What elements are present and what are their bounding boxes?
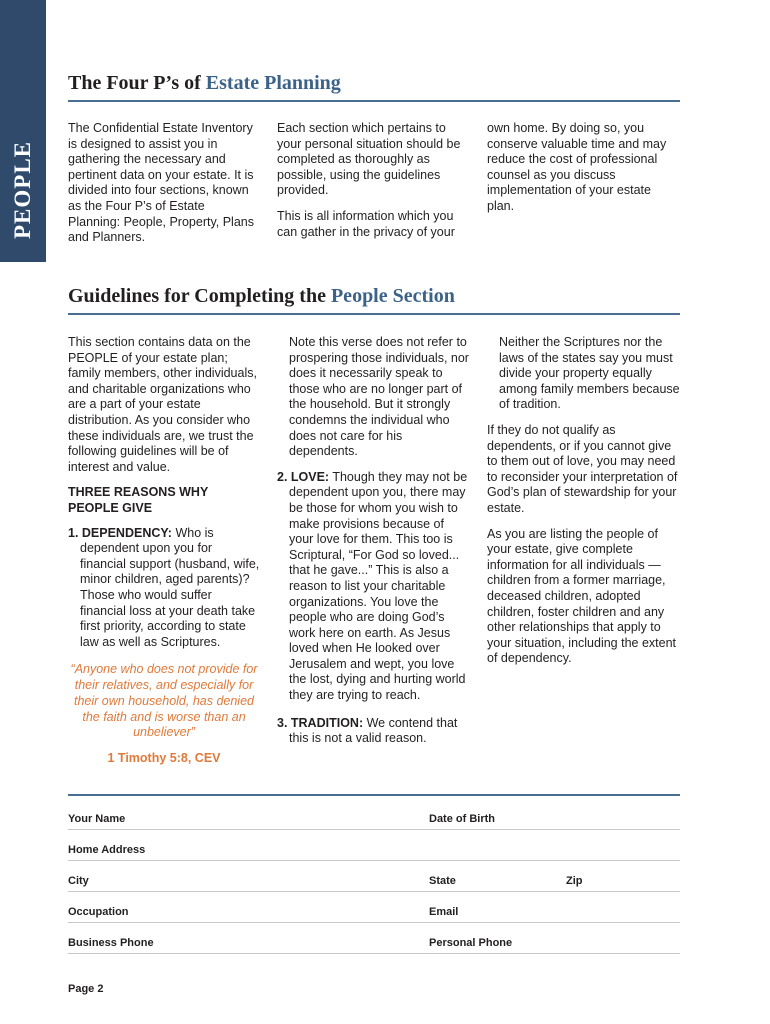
side-tab-label-wrap [0, 0, 46, 262]
scripture-reference: 1 Timothy 5:8, CEV [107, 751, 221, 766]
guidelines-column-3 [487, 335, 680, 677]
guidelines-column-1 [68, 335, 260, 777]
reason-label: 3. TRADITION: [277, 715, 364, 730]
form-top-rule [68, 794, 680, 796]
reason-dependency [68, 526, 260, 651]
reasons-heading: THREE REASONS WHY PEOPLE GIVE [68, 485, 209, 515]
guidelines-intro: This section contains data on the PEOPLE of your estate plan; family members, other individuals, and charitable organizations who are a part of your estate distribution. As you consider who these individuals are, we trust the following guidelines will be of interest and value. [68, 335, 257, 474]
reason-label: 2. LOVE: [277, 469, 330, 484]
zip-label: Zip [566, 875, 583, 887]
scripture-quote: “Anyone who does not provide for their relatives, and especially for their own household, has denied the faith and is worse than an unbeliever” [70, 662, 258, 740]
reason-text: Though they may not be dependent upon you, there may be those for whom you wish to make provisions because of your love for them. This too is Scriptural, “For God so loved... that he gave...” This is also a reason to list your charitable organizations. You love the people who are doing God’s work here on earth. As Jesus loved when He looked over Jerusalem and wept, you love the lost, dying and hurting world they are trying to reach. [289, 469, 468, 703]
occupation-label: Occupation [68, 906, 129, 918]
phone-field[interactable] [68, 953, 680, 954]
title-rule [68, 100, 680, 102]
intro-column-1 [68, 121, 256, 256]
home-address-field[interactable] [68, 860, 680, 861]
intro-paragraph: own home. By doing so, you conserve valuable time and may reduce the cost of professional counsel as you discuss implementation of your estate plan. [487, 121, 667, 213]
tradition-note: Neither the Scriptures nor the laws of the states say you must divide your property equally among family members because of tradition. [499, 335, 680, 412]
intro-column-2 [277, 121, 467, 250]
city-state-zip-field[interactable] [68, 891, 680, 892]
occupation-email-field[interactable] [68, 922, 680, 923]
intro-paragraph: This is all information which you can gather in the privacy of your [277, 208, 455, 239]
listing-paragraph: As you are listing the people of your estate, give complete information for all individuals — children from a former marriage, deceased children, adopted children, foster children and any other relationships that apply to your situation, including the extent of dependency. [487, 526, 677, 666]
city-label: City [68, 875, 89, 887]
section-title-guidelines [68, 285, 455, 308]
title-part2: Estate Planning [205, 72, 341, 94]
title-rule [68, 313, 680, 315]
intro-column-3 [487, 121, 679, 225]
your-name-label: Your Name [68, 813, 126, 825]
date-of-birth-label: Date of Birth [429, 813, 495, 825]
intro-paragraph: The Confidential Estate Inventory is designed to assist you in gathering the necessary and pertinent data on your estate. It is divided into four sections, known as the Four P’s of Estate Planning: People, Property, Plans and Planners. [68, 121, 254, 245]
guidelines-column-2 [277, 335, 469, 759]
intro-paragraph: Each section which pertains to your personal situation should be completed as thoroughly as possible, using the guidelines provided. [277, 121, 461, 198]
your-name-field[interactable] [68, 829, 680, 830]
reason-text: We contend that this is not a valid reason. [289, 715, 458, 746]
side-tab-label: PEOPLE [10, 140, 35, 240]
title-part1: Guidelines for Completing the [68, 285, 331, 307]
title-part2: People Section [330, 285, 455, 307]
reason-text: Who is dependent upon you for financial support (husband, wife, minor children, aged parents)? Those who would suffer financial loss at your death take first priority, according to state law as well as Scriptures. [80, 525, 260, 649]
verse-note: Note this verse does not refer to prospering those individuals, nor does it necessarily speak to those who are no longer part of the household. But it strongly condemns the individual who does not care for his dependents. [289, 335, 469, 459]
email-label: Email [429, 906, 459, 918]
reconsider-paragraph: If they do not qualify as dependents, or if you cannot give to them out of love, you may need to reconsider your interpretation of God’s plan of stewardship for your estate. [487, 422, 678, 515]
home-address-label: Home Address [68, 844, 146, 856]
title-part1: The Four P’s of [68, 72, 206, 94]
state-label: State [429, 875, 456, 887]
reason-label: 1. DEPENDENCY: [68, 525, 172, 540]
reason-tradition [277, 716, 469, 747]
personal-phone-label: Personal Phone [429, 937, 513, 949]
business-phone-label: Business Phone [68, 937, 154, 949]
reason-love [277, 470, 469, 704]
page-number: Page 2 [68, 983, 104, 995]
section-title-four-ps [68, 72, 341, 95]
